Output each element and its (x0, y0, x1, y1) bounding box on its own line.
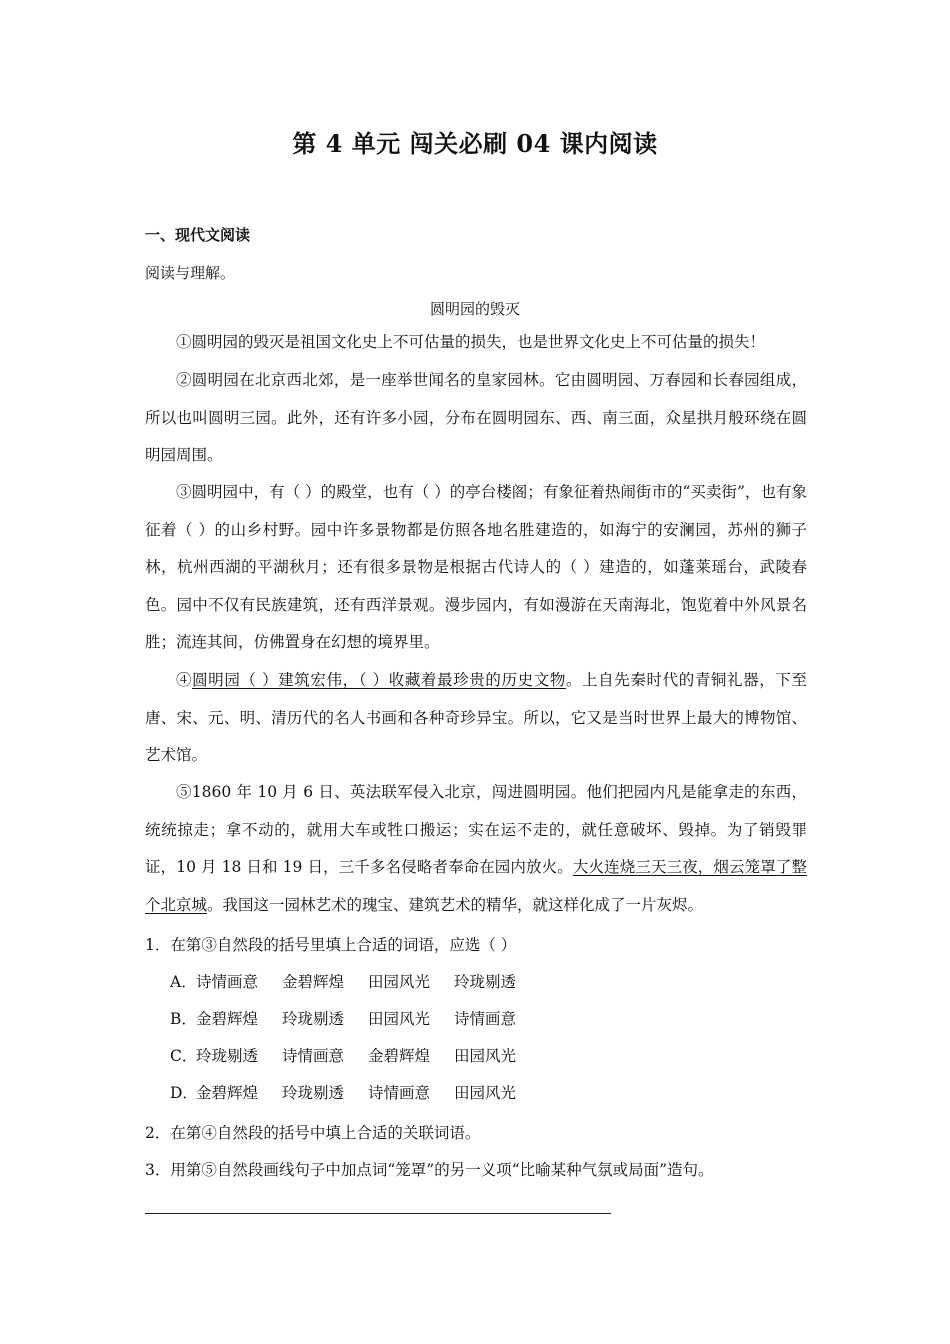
option-word: 金碧辉煌 (368, 1047, 431, 1065)
paragraph-3: ③圆明园中，有（ ）的殿堂，也有（ ）的亭台楼阁；有象征着热闹街市的“买卖街”，也有象征着（ ）的山乡村野。园中许多景物都是仿照各地名胜建造的，如海宁的安澜园，苏州的狮子林，杭州西湖的平湖秋月；还有很多景物是根据古代诗人的（ ）建造的，如蓬莱瑶台，武陵春色。园中不仅有民族建筑，还有西洋景观。漫步园内，有如漫游在天南海北，饱览着中外风景名胜；流连其间，仿佛置身在幻想的境界里。 (145, 483, 807, 651)
section-heading: 一、现代文阅读 (145, 226, 251, 244)
option-label: B． (170, 1010, 197, 1028)
option-label: D． (170, 1084, 198, 1102)
option-c[interactable] (170, 1044, 540, 1066)
answer-line[interactable] (145, 1213, 611, 1214)
option-word: 诗情画意 (454, 1010, 517, 1028)
option-d[interactable] (170, 1081, 540, 1103)
option-word: 金碧辉煌 (196, 1010, 259, 1028)
option-label: A． (170, 973, 197, 991)
paragraph-4-underlined-sentence: 圆明园（ ）建筑宏伟，（ ）收藏着最珍贵的历史文物 (192, 671, 566, 689)
option-word: 诗情画意 (282, 1047, 345, 1065)
option-word: 金碧辉煌 (196, 1084, 259, 1102)
question-1: 1．在第③自然段的括号里填上合适的词语，应选（ ） (145, 936, 517, 954)
option-word: 田园风光 (454, 1047, 517, 1065)
paragraph-4-rest: 。上自先秦时代的青铜礼器，下至唐、宋、元、明、清历代的名人书画和各种奇珍异宝。所以，它又是当时世界上最大的博物馆、艺术馆。 (145, 671, 807, 764)
option-word: 田园风光 (368, 1010, 431, 1028)
option-word: 玲珑剔透 (196, 1047, 259, 1065)
intro-text: 阅读与理解。 (145, 264, 236, 282)
question-3: 3．用第⑤自然段画线句子中加点词“笼罩”的另一义项“比喻某种气氛或局面”造句。 (145, 1161, 714, 1179)
paragraph-5 (145, 774, 807, 924)
paragraph-4 (145, 662, 807, 775)
option-word: 诗情画意 (196, 973, 259, 991)
option-label: C． (170, 1047, 198, 1065)
paragraph-4-number: ④ (176, 671, 193, 689)
question-2: 2．在第④自然段的括号中填上合适的关联词语。 (145, 1124, 481, 1142)
paragraph-2: ②圆明园在北京西北郊，是一座举世闻名的皇家园林。它由圆明园、万春园和长春园组成，所以也叫圆明三园。此外，还有许多小园，分布在圆明园东、西、南三面，众星拱月般环绕在圆明园周围。 (145, 371, 807, 464)
option-word: 玲珑剔透 (454, 973, 517, 991)
passage-title: 圆明园的毁灭 (429, 300, 520, 318)
option-word: 诗情画意 (368, 1084, 431, 1102)
option-word: 金碧辉煌 (282, 973, 345, 991)
option-a[interactable] (170, 970, 540, 992)
paragraph-5-start: ⑤1860 年 10 月 6 日、英法联军侵入北京，闯进圆明园。他们把园内凡是能拿走的东西，统统掠走；拿不动的，就用大车或牲口搬运；实在运不走的，就任意破坏、毁掉。为了销毁罪证，10 月 18 日和 19 日，三千多名侵略者奉命在园内放火。 (145, 783, 807, 876)
paragraph-5-rest: 。我国这一园林艺术的瑰宝、建筑艺术的精华，就这样化成了一片灰烬。 (207, 895, 704, 914)
paragraph-5-underlined-sentence: 大火连烧三天三夜，烟云笼罩了整个北京城 (145, 858, 807, 914)
option-word: 玲珑剔透 (282, 1084, 345, 1102)
page-title: 第 4 单元 闯关必刷 04 课内阅读 (292, 129, 658, 158)
option-word: 玲珑剔透 (282, 1010, 345, 1028)
paragraph-1: ①圆明园的毁灭是祖国文化史上不可估量的损失，也是世界文化史上不可估量的损失！ (176, 333, 766, 351)
option-word: 田园风光 (454, 1084, 517, 1102)
option-word: 田园风光 (368, 973, 431, 991)
option-b[interactable] (170, 1007, 540, 1029)
